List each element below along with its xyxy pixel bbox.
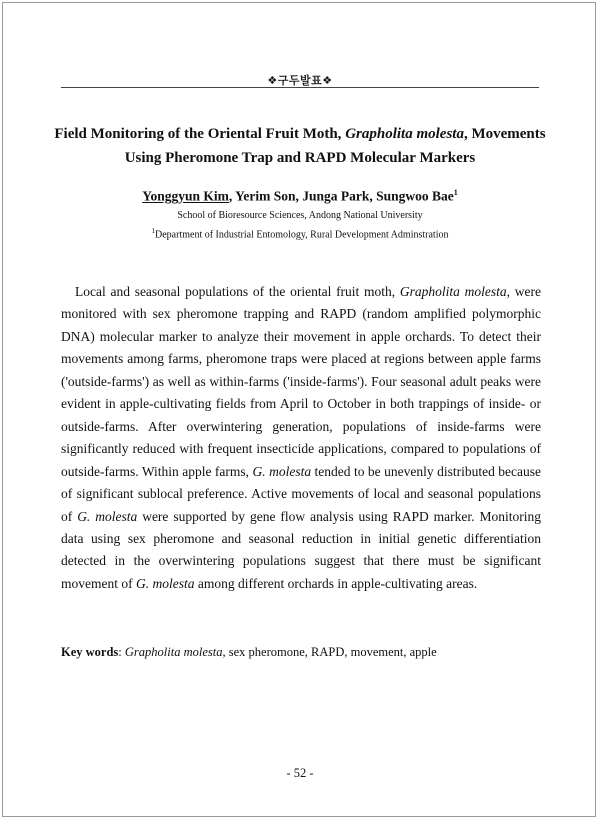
author-affiliation-marker: 1 xyxy=(453,188,458,197)
abstract-text-4: were supported by gene flow analysis using RAPD marker. Monitoring data using sex pheromone and seasonal reduction in initial genetic differentiation detected in the overwintering populations suggest that there must be significant movement of xyxy=(61,508,541,591)
abstract-species-4: G. molesta xyxy=(135,575,195,591)
affiliation-2-text: Department of Industrial Entomology, Rural Development Adminstration xyxy=(155,229,449,241)
affiliation-1: School of Bioresource Sciences, Andong National University xyxy=(177,210,423,221)
abstract-species-1: Grapholita molesta xyxy=(399,284,507,299)
keywords-separator: : xyxy=(118,645,125,659)
abstract-species-2: G. molesta xyxy=(252,463,312,479)
abstract-text-1: Local and seasonal populations of the oriental fruit moth, xyxy=(75,284,400,299)
abstract-species-3: G. molesta xyxy=(77,508,138,524)
keywords-label: Key words xyxy=(61,645,119,659)
keywords xyxy=(61,645,541,660)
abstract-body xyxy=(61,281,541,595)
author-list xyxy=(0,188,600,205)
affiliation-2-marker: 1 xyxy=(151,227,156,235)
keywords-rest: , sex pheromone, RAPD, movement, apple xyxy=(222,645,437,659)
other-authors: , Yerim Son, Junga Park, Sungwoo Bae xyxy=(228,188,454,204)
title-part-2: , Movements Using Pheromone Trap and RAPD Molecular Markers xyxy=(124,126,546,166)
abstract-text-2: , were monitored with sex pheromone trapping and RAPD (random amplified polymorphic DNA) molecular marker to analyze their movement in apple orchards. To detect their movements among farms, pheromone traps were placed at regions between apple farms ('outside-farms') as well as within-farms ('inside-farms'). Four seasonal adult peaks were evident in apple-cultivating fields from April to October in both trappings of inside- or outside-farms. After overwintering generation, populations of inside-farms were significantly reduced with frequent insecticide applications, compared to populations of outside-farms. Within apple farms, xyxy=(61,284,541,479)
affiliation-2 xyxy=(0,227,600,240)
title-part-1: Field Monitoring of the Oriental Fruit Moth, xyxy=(54,126,346,142)
keywords-species: Grapholita molesta xyxy=(124,645,223,659)
abstract-text-3: tended to be unevenly distributed because of significant sublocal preference. Active movements of local and seasonal populations of xyxy=(61,463,541,524)
header-rule xyxy=(61,87,539,88)
paper-title xyxy=(40,122,560,170)
page-number: - 52 - xyxy=(286,766,314,780)
lead-author: Yonggyun Kim xyxy=(142,188,229,204)
abstract-text-5: among different orchards in apple-cultivating areas. xyxy=(194,575,478,591)
section-label: ❖구두발표❖ xyxy=(267,74,333,87)
title-species: Grapholita molesta xyxy=(345,126,464,142)
